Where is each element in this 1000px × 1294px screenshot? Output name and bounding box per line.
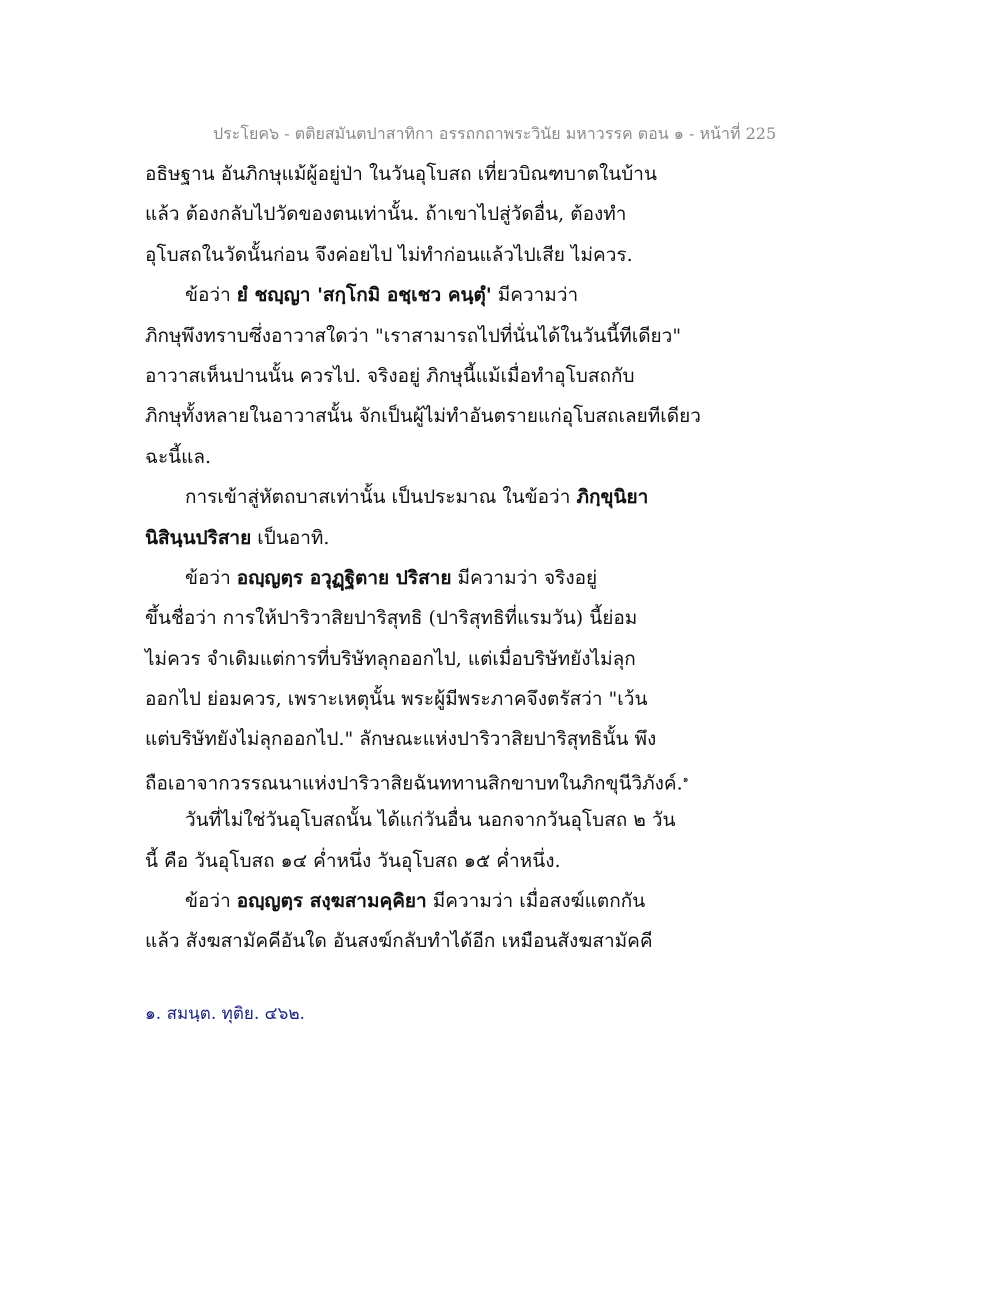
text-segment: ข้อว่า (185, 566, 237, 589)
text-segment: อธิษฐาน อันภิกษุแม้ผู้อยู่ป่า ในวันอุโบสถ เที่ยวบิณฑบาตในบ้าน (145, 163, 657, 185)
text-line (145, 275, 705, 315)
text-line (145, 437, 705, 477)
text-segment: ขึ้นชื่อว่า การให้ปาริวาสิยปาริสุทธิ (ปาริสุทธิที่แรมวัน) นี้ย่อม (145, 607, 638, 630)
text-segment: ไม่ควร จำเดิมแต่การที่บริษัทลุกออกไป, แต่เมื่อบริษัทยังไม่ลุก (145, 647, 636, 670)
text-line (145, 518, 705, 558)
text-segment: ออกไป ย่อมควร, เพราะเหตุนั้น พระผู้มีพระภาคจึงตรัสว่า "เว้น (145, 688, 648, 711)
pali-term: อญฺญตฺร อวุฏฺฐิตาย ปริสาย (236, 566, 452, 589)
text-segment: นี้ คือ วันอุโบสถ ๑๔ ค่ำหนึ่ง วันอุโบสถ ๑๕ ค่ำหนึ่ง. (145, 849, 561, 872)
text-line (145, 477, 705, 517)
text-segment: การเข้าสู่หัตถบาสเท่านั้น เป็นประมาณ ในข้อว่า (185, 486, 577, 509)
text-line (145, 881, 705, 921)
text-segment: อุโบสถในวัดนั้นก่อน จึงค่อยไป ไม่ทำก่อนแล้วไปเสีย ไม่ควร. (145, 243, 633, 266)
text-segment: เป็นอาทิ. (251, 526, 330, 549)
text-line (145, 639, 705, 679)
text-segment: แล้ว ต้องกลับไปวัดของตนเท่านั้น. ถ้าเขาไปสู่วัดอื่น, ต้องทำ (145, 203, 627, 226)
text-segment: มีความว่า เมื่อสงฆ์แตกกัน (426, 890, 646, 913)
text-line (145, 679, 705, 719)
text-segment: แล้ว สังฆสามัคคีอันใด อันสงฆ์กลับทำได้อีก เหมือนสังฆสามัคคี (145, 930, 653, 953)
text-segment: ภิกษุพึงทราบซึ่งอาวาสใดว่า "เราสามารถไปที่นั่นได้ในวันนี้ทีเดียว" (145, 324, 682, 347)
text-segment: ฉะนี้แล. (145, 445, 212, 468)
text-line (145, 800, 705, 840)
text-segment: วันที่ไม่ใช่วันอุโบสถนั้น ได้แก่วันอื่น นอกจากวันอุโบสถ ๒ วัน (185, 809, 676, 832)
pali-term: ภิกฺขุนิยา (576, 486, 649, 509)
text-line (145, 356, 705, 396)
text-line (145, 154, 705, 194)
text-line (145, 235, 705, 275)
text-line (145, 598, 705, 638)
pali-term: อญฺญตฺร สงฺฆสามคฺคิยา (236, 890, 427, 913)
footnote: ๑. สมนฺต. ทุติย. ๔๖๒. (145, 1004, 305, 1024)
text-line (145, 841, 705, 881)
text-segment: ข้อว่า (185, 890, 237, 913)
text-line (145, 719, 705, 759)
text-line (145, 921, 705, 961)
text-segment: มีความว่า (491, 284, 579, 307)
main-text (145, 154, 705, 962)
text-line (145, 316, 705, 356)
text-line (145, 558, 705, 598)
text-line (145, 760, 705, 800)
text-segment: แต่บริษัทยังไม่ลุกออกไป." ลักษณะแห่งปาริวาสิยปาริสุทธินั้น พึง (145, 728, 657, 751)
text-line (145, 396, 705, 436)
text-segment: ถือเอาจากวรรณนาแห่งปาริวาสิยฉันททานสิกขาบทในภิกขุนีวิภังค์. (145, 772, 683, 795)
footnote-ref: ๑ (682, 774, 689, 785)
page-header: ประโยค๖ - ตติยสมันตปาสาทิกา อรรถกถาพระวินัย มหาวรรค ตอน ๑ - หน้าที่ 225 (213, 124, 777, 143)
pali-term: ยํ ชญฺญา 'สกฺโกมิ อชฺเชว คนฺตุํ' (236, 284, 492, 307)
text-segment: อาวาสเห็นปานนั้น ควรไป. จริงอยู่ ภิกษุนี้แม้เมื่อทำอุโบสถกับ (145, 364, 635, 387)
text-segment: มีความว่า จริงอยู่ (451, 566, 598, 589)
pali-term: นิสินฺนปริสาย (145, 526, 252, 549)
text-segment: ข้อว่า (185, 284, 237, 307)
text-line (145, 194, 705, 234)
text-segment: ภิกษุทั้งหลายในอาวาสนั้น จักเป็นผู้ไม่ทำอันตรายแก่อุโบสถเลยทีเดียว (145, 405, 701, 428)
